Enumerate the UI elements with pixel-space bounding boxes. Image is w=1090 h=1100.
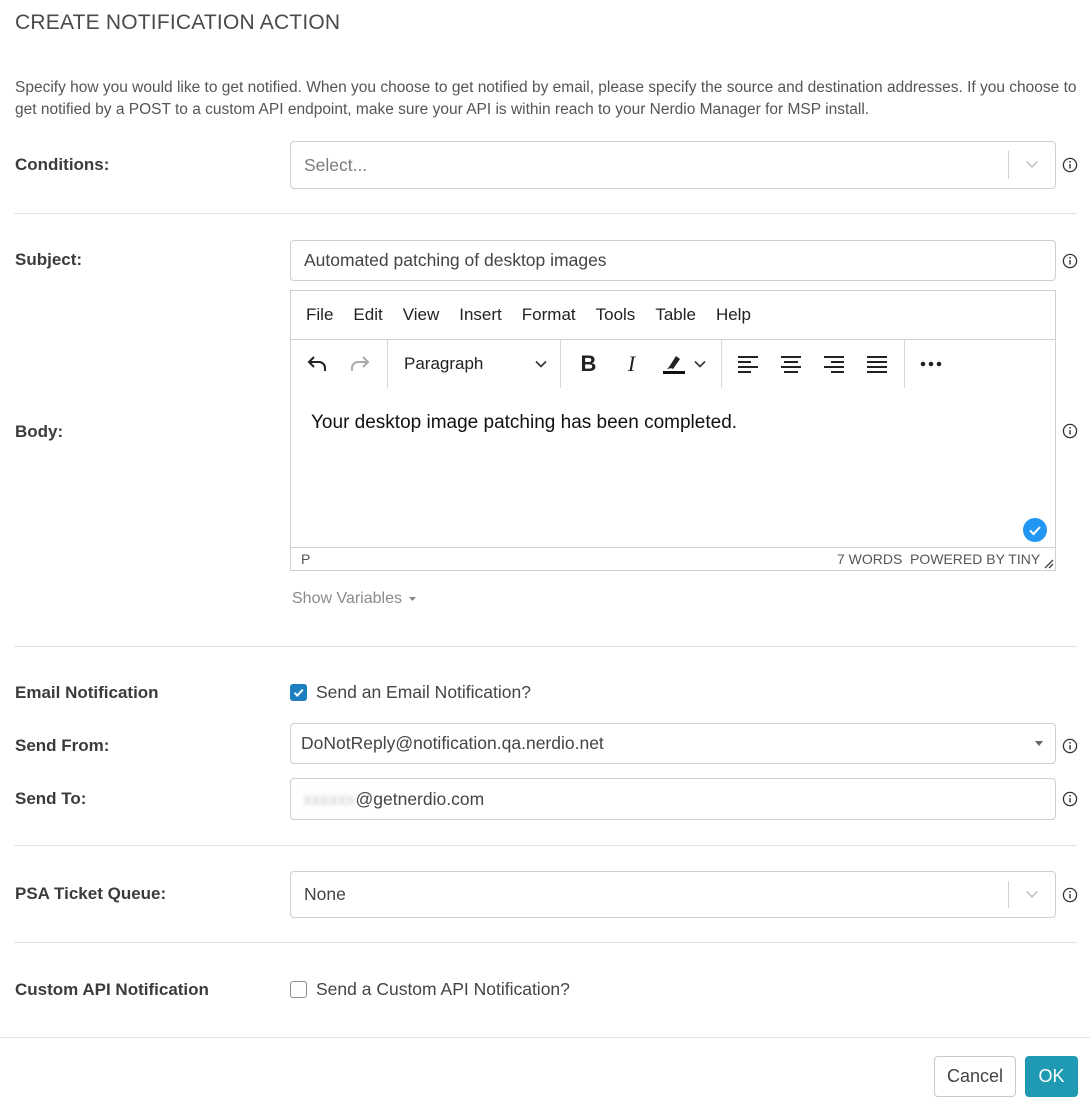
menu-file[interactable]: File [306,305,334,324]
align-right-icon [823,354,845,374]
menu-edit[interactable]: Edit [353,305,383,324]
section-divider [14,942,1077,943]
italic-button[interactable] [610,346,653,382]
section-divider [14,646,1077,647]
subject-input[interactable] [290,240,1056,281]
conditions-select[interactable] [290,141,1056,189]
psa-ticket-queue-label: PSA Ticket Queue: [15,884,167,903]
chevron-down-icon[interactable] [1023,885,1041,903]
menu-format[interactable]: Format [521,305,576,324]
select-separator [1008,151,1009,179]
section-divider [14,213,1077,214]
ok-button[interactable]: OK [1025,1056,1078,1097]
body-label: Body: [15,422,64,441]
bold-icon: B [580,351,597,376]
editor-toolbar [291,340,1055,388]
highlight-color-button[interactable] [653,346,715,382]
block-format-select[interactable] [388,340,561,388]
custom-api-checkbox[interactable] [290,981,307,998]
word-count[interactable]: 7 WORDS [837,551,903,567]
element-path[interactable]: P [301,551,311,567]
check-circle-icon [1022,517,1048,543]
info-icon[interactable] [1062,157,1078,173]
send-to-domain: @getnerdio.com [355,788,485,809]
more-icon [920,361,942,367]
cancel-button[interactable]: Cancel [934,1056,1016,1097]
undo-button[interactable] [295,346,338,382]
align-left-icon [737,354,759,374]
chevron-down-icon [534,357,548,371]
subject-label: Subject: [15,250,83,269]
custom-api-checkbox-label: Send a Custom API Notification? [316,979,570,999]
align-justify-button[interactable] [855,346,898,382]
custom-api-checkbox-row[interactable] [290,979,570,1000]
info-icon[interactable] [1062,253,1078,269]
show-variables-toggle[interactable] [292,590,417,608]
checkmark-icon [292,686,305,699]
send-from-value: DoNotReply@notification.qa.nerdio.net [301,733,604,753]
psa-ticket-queue-value: None [304,884,346,904]
info-icon[interactable] [1062,738,1078,754]
bold-button[interactable] [567,346,610,382]
powered-by-tiny[interactable]: POWERED BY TINY [910,551,1041,567]
dialog-description: Specify how you would like to get notified. When you choose to get notified by email, please specify the source and destination addresses. If you choose to get notified by a POST to a custom API endpoint, make sure your API is within reach to your Nerdio Manager for MSP install. [15,79,1077,118]
email-notification-label: Email Notification [15,683,159,702]
conditions-label: Conditions: [15,155,110,174]
send-from-label: Send From: [15,736,110,755]
info-icon[interactable] [1062,791,1078,807]
email-notification-checkbox-label: Send an Email Notification? [316,682,531,702]
chevron-down-icon [693,357,707,371]
info-icon[interactable] [1062,887,1078,903]
custom-api-notification-label: Custom API Notification [15,980,209,999]
more-group [905,340,958,388]
menu-help[interactable]: Help [715,305,751,324]
menu-insert[interactable]: Insert [459,305,502,324]
show-variables-label: Show Variables [292,590,402,607]
redo-icon [348,352,372,376]
psa-ticket-queue-select[interactable] [290,871,1056,918]
align-left-button[interactable] [726,346,769,382]
info-icon[interactable] [1062,423,1078,439]
redo-button[interactable] [338,346,381,382]
email-notification-checkbox[interactable] [290,684,307,701]
align-center-icon [780,354,802,374]
select-separator [1008,881,1009,908]
send-to-label: Send To: [15,789,87,808]
menu-tools[interactable]: Tools [595,305,636,324]
editor-content[interactable]: Your desktop image patching has been completed. [311,412,738,433]
conditions-placeholder: Select... [304,154,368,175]
chevron-down-icon[interactable] [1023,155,1041,173]
align-right-button[interactable] [812,346,855,382]
align-justify-icon [866,354,888,374]
email-notification-checkbox-row[interactable] [290,682,531,703]
block-format-value: Paragraph [404,354,484,373]
dialog-title: CREATE NOTIFICATION ACTION [15,11,341,34]
footer-divider [0,1037,1090,1038]
undo-icon [305,352,329,376]
body-rich-text-editor[interactable] [290,290,1056,571]
menu-view[interactable]: View [402,305,440,324]
resize-handle-icon[interactable] [1042,557,1054,569]
format-group [561,340,722,388]
caret-down-icon [408,596,417,602]
italic-icon: I [627,351,636,376]
history-group [291,340,388,388]
align-center-button[interactable] [769,346,812,382]
highlight-icon [661,352,687,376]
caret-down-icon [1034,740,1044,747]
align-group [722,340,905,388]
editor-menubar [291,291,1055,340]
section-divider [14,845,1077,846]
more-button[interactable] [909,346,952,382]
menu-table[interactable]: Table [655,305,696,324]
editor-statusbar [291,547,1055,570]
send-from-select[interactable] [290,723,1056,764]
send-to-redacted-user: xxxxxx [303,788,356,809]
subject-value: Automated patching of desktop images [304,250,607,270]
send-to-input[interactable] [290,778,1056,820]
